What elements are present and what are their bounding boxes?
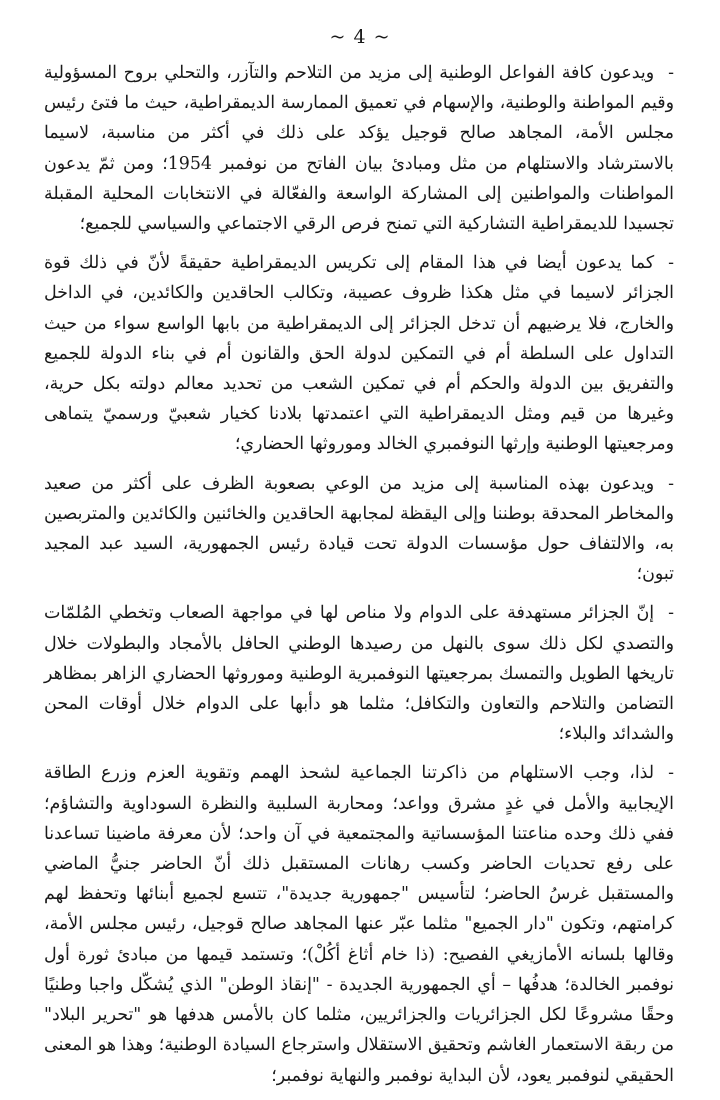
paragraph-text: ويدعون كافة الفواعل الوطنية إلى مزيد من التلاحم والتآزر، والتحلي بروح المسؤولية وقيم المواطنة والوطنية، والإسهام في تعميق الممارسة الديمقراطية، حيث ما فتئ رئيس مجلس الأمة، المجاهد صالح قوجيل يؤكد على ذلك في أكثر من مناسبة، لاسيما بالاسترشاد والاستلهام من مثل ومبادئ بيان الفاتح من نوفمبر 1954؛ ومن ثمّ يدعون المواطنات والمواطنين إلى المشاركة الواسعة والفعّالة في الانتخابات المحلية المقبلة تجسيدا للديمقراطية التشاركية التي تمنح فرص الرقي الاجتماعي والسياسي للجميع؛ — [44, 63, 675, 235]
paragraph-text: إنّ الجزائر مستهدفة على الدوام ولا مناص لها في مواجهة الصعاب وتخطي المُلمّات والتصدي لكل ذلك سوى بالنهل من رصيدها الوطني الحافل بالأمجاد والبطولات خلال تاريخها الطويل والتمسك بمرجعيتها النوفمبرية الوطنية وموروثها الحضاري الزاهر بمظاهر التضامن والتلاحم والتعاون والتكافل؛ مثلما هو دأبها على الدوام خلال أوقات المحن والشدائد والبلاء؛ — [44, 603, 674, 745]
paragraph-5 — [44, 758, 674, 1090]
bullet-dash: - — [668, 763, 674, 784]
paragraph-text: كما يدعون أيضا في هذا المقام إلى تكريس الديمقراطية حقيقةً لأنّ في ذلك قوة الجزائر لاسيما في مثل هكذا ظروف عصيبة، وتكالب الحاقدين والكائدين، في الداخل والخارج، فلا يرضيهم أن تدخل الجزائر إلى الديمقراطية من بابها الواسع سواء من حيث التداول على السلطة أم في التمكين لدولة الحق والقانون أم في بناء الدولة للجميع والتفريق بين الدولة والحكم أم في تمكين الشعب من تحديد معالم دولته بكل حرية، وغيرها من قيم ومثل الديمقراطية التي اعتمدتها بلادنا كخيار شعبيّ ورسميّ يتماهى ومرجعيتها الوطنية وإرثها النوفمبري الخالد وموروثها الحضاري؛ — [44, 253, 674, 455]
document-body — [44, 58, 674, 1100]
bullet-dash: - — [668, 473, 674, 494]
paragraph-text: ويدعون بهذه المناسبة إلى مزيد من الوعي بصعوبة الظرف على أكثر من صعيد والمخاطر المحدقة بوطننا وإلى اليقظة لمجابهة الحاقدين والخائنين والكائدين والمتربصين به، والالتفاف حول مؤسسات الدولة تحت قيادة رئيس الجمهورية، السيد عبد المجيد تبون؛ — [44, 473, 674, 585]
bullet-dash: - — [668, 603, 674, 624]
bullet-dash: - — [668, 253, 674, 274]
paragraph-4 — [44, 598, 674, 749]
bullet-dash: - — [668, 63, 674, 83]
paragraph-2 — [44, 248, 674, 459]
paragraph-text: لذا، وجب الاستلهام من ذاكرتنا الجماعية لشحذ الهمم وتقوية العزم وزرع الطاقة الإيجابية والأمل في غدٍ مشرق وواعد؛ ومحاربة السلبية والنظرة السوداوية والتشاؤم؛ ففي ذلك وحده مناعتنا المؤسساتية والمجتمعية في آن واحد؛ لأن معرفة ماضينا تساعدنا على رفع تحديات الحاضر وكسب رهانات المستقبل ذلك أنّ الحاضر جنيُّ الماضي والمستقبل غرسُ الحاضر؛ لتأسيس "جمهورية جديدة"، تتسع لجميع أبنائها وتحفظ لهم كرامتهم، وتكون "دار الجميع" مثلما عبّر عنها المجاهد صالح قوجيل، رئيس مجلس الأمة، وقالها بلسانه الأمازيغي الفصيح: (ذا خام أثاغ أكُلْ)؛ وتستمد قيمها من مبادئ ثورة أول نوفمبر الخالدة؛ هدفُها – أي الجمهورية الجديدة - "إنقاذ الوطن" الذي يُشكّل واجبا وطنيًا وحقًا مشروعًا لكل الجزائريات والجزائريين، مثلما كان بالأمس هدفها هو "تحرير البلاد" من ربقة الاستعمار الغاشم وتحقيق الاستقلال واسترجاع السيادة الوطنية؛ وهذا هو المعنى الحقيقي لنوفمبر يعود، لأن البداية نوفمبر والنهاية نوفمبر؛ — [44, 763, 674, 1086]
paragraph-1 — [44, 58, 674, 239]
page-number: ~ 4 ~ — [329, 26, 391, 48]
paragraph-3 — [44, 469, 674, 590]
